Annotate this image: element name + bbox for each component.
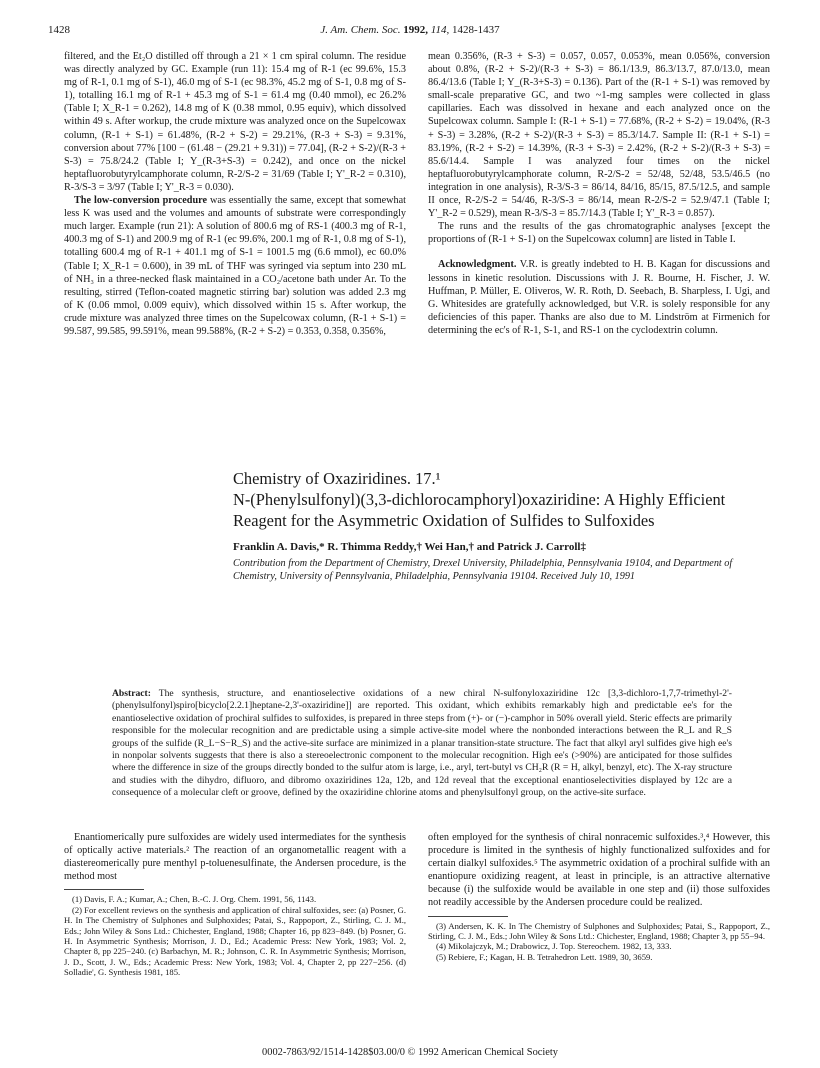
paragraph-text: was essentially the same, except that somewhat less K was used and the volumes and amounts of substrate were correspondingly much larger. Example (run 21): A solution of 800.6 mg of RS-1 (400.3 mg of R-1, 400.3 mg of S-1) and 200.9 mg of R-1 (ec 99.6%, 200.1 mg of R-1, 0.8 mg of S-1), totalling 600.4 mg of R-1 + 401.1 mg of S-1 = 1001.5 mg (6.6 mmol), ec 60.0% (Table I; X_R-1 = 0.600), in 39 mL of THF was syringed via septum into 230 mL of NH₃ in a three-necked flask maintained in a CO₂/acetone bath under Ar. To the resulting, stirred (Teflon-coated magnetic stirring bar) solution was added 2.3 mg of K (0.06 mmol, 0.009 equiv), which dissolved within 15 s. After workup, the crude mixture was analyzed three times on the Supelcowax column, (R-1 + S-1) = 99.587, 99.585, 99.591%, mean 99.588%, (R-2 + S-2) = 0.353, 0.358, 0.356%,	[64, 195, 406, 337]
acknowledgment-text: V.R. is greatly indebted to H. B. Kagan for discussions and lessons in kinetic resolution. Discussions with J. R. Bourne, H. Fischer, J. W. Huffman, P. Müller, E. Oliveros, W. R. Roth, D. Seebach, B. Sharpless, I. Ugi, and G. Whitesides are gratefully acknowledged, but V.R. is solely responsible for any deficiencies of this paper. Thanks are also due to M. Lindström at Firmenich for determining the ec's of R-1, S-1, and RS-1 on the cyclodextrin column.	[428, 259, 770, 336]
journal-name: J. Am. Chem. Soc.	[320, 24, 401, 36]
article-title	[233, 468, 773, 531]
footnote: (2) For excellent reviews on the synthesis and application of chiral sulfoxides, see: (a) Posner, G. H. In The Chemistry of Sulphones and Sulphoxides; Patai, S., Rappoport, Z., Stirling, C. J. M., Eds.; John Wiley & Sons Ltd.: Chichester, England, 1988; Chapter 16, pp 823−849. (b) Posner, G. H. In Asymmetric Synthesis; Morrison, J. D., Ed.; Academic Press: New York, 1983; Vol. 2, Chapter 8, pp 225−240. (c) Barbachyn, M. R.; Johnson, C. R. In Asymmetric Synthesis; Morrison, J. D., Scott, J. W., Eds.; Academic Press: New York, 1983; Vol. 4, Chapter 2, pp 227−256. (d) Solladie', G. Synthesis 1981, 185.	[64, 904, 406, 978]
paragraph: mean 0.356%, (R-3 + S-3) = 0.057, 0.057, 0.053%, mean 0.056%, conversion about 0.8%, (R-2 + S-2)/(R-3 + S-3) = 86.1/13.9, 86.3/13.7, 87.0/13.0, mean 86.4/13.6 (Table I; Y_(R-3+S-3) = 0.136). Part of the (R-1 + S-1) was removed by small-scale preparative GC, and two ~1-mg samples were collected in glass capillaries. Each was dissolved in hexane and each analyzed once on the Supelcowax column. Sample I: (R-1 + S-1) = 77.68%, (R-2 + S-2) = 19.04%, (R-3 + S-3) = 3.28%, (R-2 + S-2)/(R-3 + S-3) = 85.3/14.7. Sample II: (R-1 + S-1) = 83.19%, (R-2 + S-2) = 14.39%, (R-3 + S-3) = 2.42%, (R-2 + S-2)/(R-3 + S-3) = 85.6/14.4. Sample I was analyzed four times on the nickel heptafluorobutyrylcamphorate column, R-2/S-2 = 52/48, 52/48, 53.5/46.5 (no integration in one analysis), R-3/S-3 = 86/14, 84/16, 85/15, 87.5/12.5, and sample II once, R-2/S-2 = 54/46, R-3/S-3 = 86/14, mean R-2/S-2 = 52.9/47.1 (Table I; Y'_R-2 = 0.529), mean R-3/S-3 = 85.7/14.3 (Table I; Y'_R-3 = 0.857).	[428, 51, 770, 220]
journal-pages: 1428-1437	[451, 24, 500, 36]
running-head	[48, 24, 772, 40]
footnotes	[64, 894, 406, 977]
abstract-text: The synthesis, structure, and enantioselective oxidations of a new chiral N-sulfonyloxaziridine 12c [3,3-dichloro-1,7,7-trimethyl-2'-(phenylsulfonyl)spiro[bicyclo[2.2.1]heptane-2,3'-oxaziridine]] are reported. This oxidant, which exhibits remarkably high and predictable ee's for the enantioselective oxidation of prochiral sulfides to sulfoxides, is prepared in three steps from (+)- or (−)-camphor in 50% overall yield. Steric effects are primarily responsible for the molecular recognition and are predictable using a simple active-site model where the nonbonded interactions between the R_L and R_S groups of the sulfide (R_L−S−R_S) and the active-site surface are minimized in a planar transition-state structure. The fact that alkyl aryl sulfides give high ee's in nonpolar solvents suggests that there is also a stereoelectronic component to the molecular recognition. High ee's (>90%) are anticipated for those sulfides where the difference in size of the groups directly bonded to the sulfur atom is large, i.e., aryl, tert-butyl vs CH₂R (R = H, alkyl, benzyl, etc). The X-ray structure and studies with the dihydro, difluoro, and dibromo oxaziridines 12a, 12b, and 12d reveal that the exceptional enantioselectivities displayed by 12c are a consequence of a molecular cleft or groove, defined by the oxaziridine chlorine atoms and phenylsulfonyl group, on the active-site surface.	[112, 688, 732, 799]
abstract-label: Abstract:	[112, 688, 151, 699]
body-column-left	[64, 831, 406, 978]
experimental-column-left	[64, 50, 406, 338]
body-column-right	[428, 831, 770, 962]
experimental-column-right	[428, 50, 770, 337]
footnote: (4) Mikolajczyk, M.; Drabowicz, J. Top. Stereochem. 1982, 13, 333.	[436, 941, 672, 952]
footnote: (3) Andersen, K. K. In The Chemistry of Sulphones and Sulphoxides; Patai, S., Rappoport, Z., Stirling, C. J. M., Eds.; John Wiley & Sons Ltd.: Chichester, England, 1988; Chapter 3, pp 55−94.	[428, 920, 770, 941]
article-header	[233, 468, 773, 583]
journal-year: 1992,	[403, 24, 429, 36]
journal-page	[48, 0, 772, 1068]
abstract	[112, 688, 732, 800]
paragraph: often employed for the synthesis of chiral nonracemic sulfoxides.³,⁴ However, this procedure is limited in the synthesis of highly functionalized sulfoxides and for certain dialkyl sulfoxides.⁵ The asymmetric oxidation of a prochiral sulfide with an enantiopure oxidizing reagent, at least in principle, is an attractive alternative because (i) the sulfoxide would be available in one step and (ii) those sulfoxides not readily accessible by the Andersen procedure could be realized.	[428, 832, 770, 909]
footnote-rule	[428, 916, 508, 917]
author-list: Franklin A. Davis,* R. Thimma Reddy,† Wei Han,† and Patrick J. Carroll‡	[233, 541, 586, 553]
paragraph: filtered, and the Et₂O distilled off through a 21 × 1 cm spiral column. The residue was directly analyzed by GC. Example (run 11): 15.4 mg of R-1 (ec 99.6%, 15.3 mg of R-1, 0.1 mg of S-1), 46.0 mg of S-1 (ec 98.3%, 45.2 mg of S-1, 0.8 mg of S-1), totalling 16.1 mg of R-1 + 45.3 mg of S-1 = 61.4 mg (0.40 mmol), ec 26.2% (Table I; X_R-1 = 0.262), 14.8 mg of K (0.38 mmol, 0.95 equiv), which dissolved within 49 s. After workup, the crude mixture was analyzed once on the Supelcowax column, (R-1 + S-1) = 61.48%, (R-2 + S-2) = 29.21%, (R-3 + S-3) = 9.31%, conversion about 77% [100 − (61.48 − (29.21 + 9.31)) = 77.04], (R-2 + S-2)/(R-3 + S-3) = 75.8/24.2 (Table I; Y_(R-3+S-3) = 0.242), and once on the nickel heptafluorobutyrylcamphorate column, R-2/S-2 = 31/69 (Table I; Y'_R-2 = 0.310), R-3/S-3 = 3/97 (Table I; Y'_R-3 = 0.030).	[64, 51, 406, 193]
page-number: 1428	[48, 24, 70, 36]
acknowledgment-heading: Acknowledgment.	[438, 259, 517, 271]
paragraph	[64, 194, 406, 338]
acknowledgment	[428, 258, 770, 337]
paragraph: Enantiomerically pure sulfoxides are widely used intermediates for the synthesis of optically active materials.² The reaction of an organometallic reagent with a diastereomerically pure menthyl p-toluenesulfinate, the Andersen procedure, is the method most	[64, 832, 406, 883]
footnote: (1) Davis, F. A.; Kumar, A.; Chen, B.-C. J. Org. Chem. 1991, 56, 1143.	[72, 894, 317, 905]
footnotes	[428, 921, 770, 963]
affiliation: Contribution from the Department of Chemistry, Drexel University, Philadelphia, Pennsylvania 19104, and Department of Chemistry, University of Pennsylvania, Philadelphia, Pennsylvania 19104. Received July 10, 1991	[233, 558, 733, 582]
copyright-line: 0002-7863/92/1514-1428$03.00/0 © 1992 American Chemical Society	[262, 1047, 558, 1058]
journal-volume: 114,	[430, 24, 450, 36]
footnote-rule	[64, 889, 144, 890]
title-line-1: Chemistry of Oxaziridines. 17.¹	[233, 469, 441, 488]
paragraph: The runs and the results of the gas chromatographic analyses [except the proportions of (R-1 + S-1) on the Supelcowax column] are listed in Table I.	[428, 221, 770, 246]
footnote: (5) Rebiere, F.; Kagan, H. B. Tetrahedron Lett. 1989, 30, 3659.	[436, 951, 653, 962]
journal-citation	[48, 24, 772, 36]
title-line-2: N-(Phenylsulfonyl)(3,3-dichlorocamphoryl)oxaziridine: A Highly Efficient Reagent for the Asymmetric Oxidation of Sulfides to Sulfoxides	[233, 490, 726, 530]
run-in-heading: The low-conversion procedure	[74, 195, 207, 207]
